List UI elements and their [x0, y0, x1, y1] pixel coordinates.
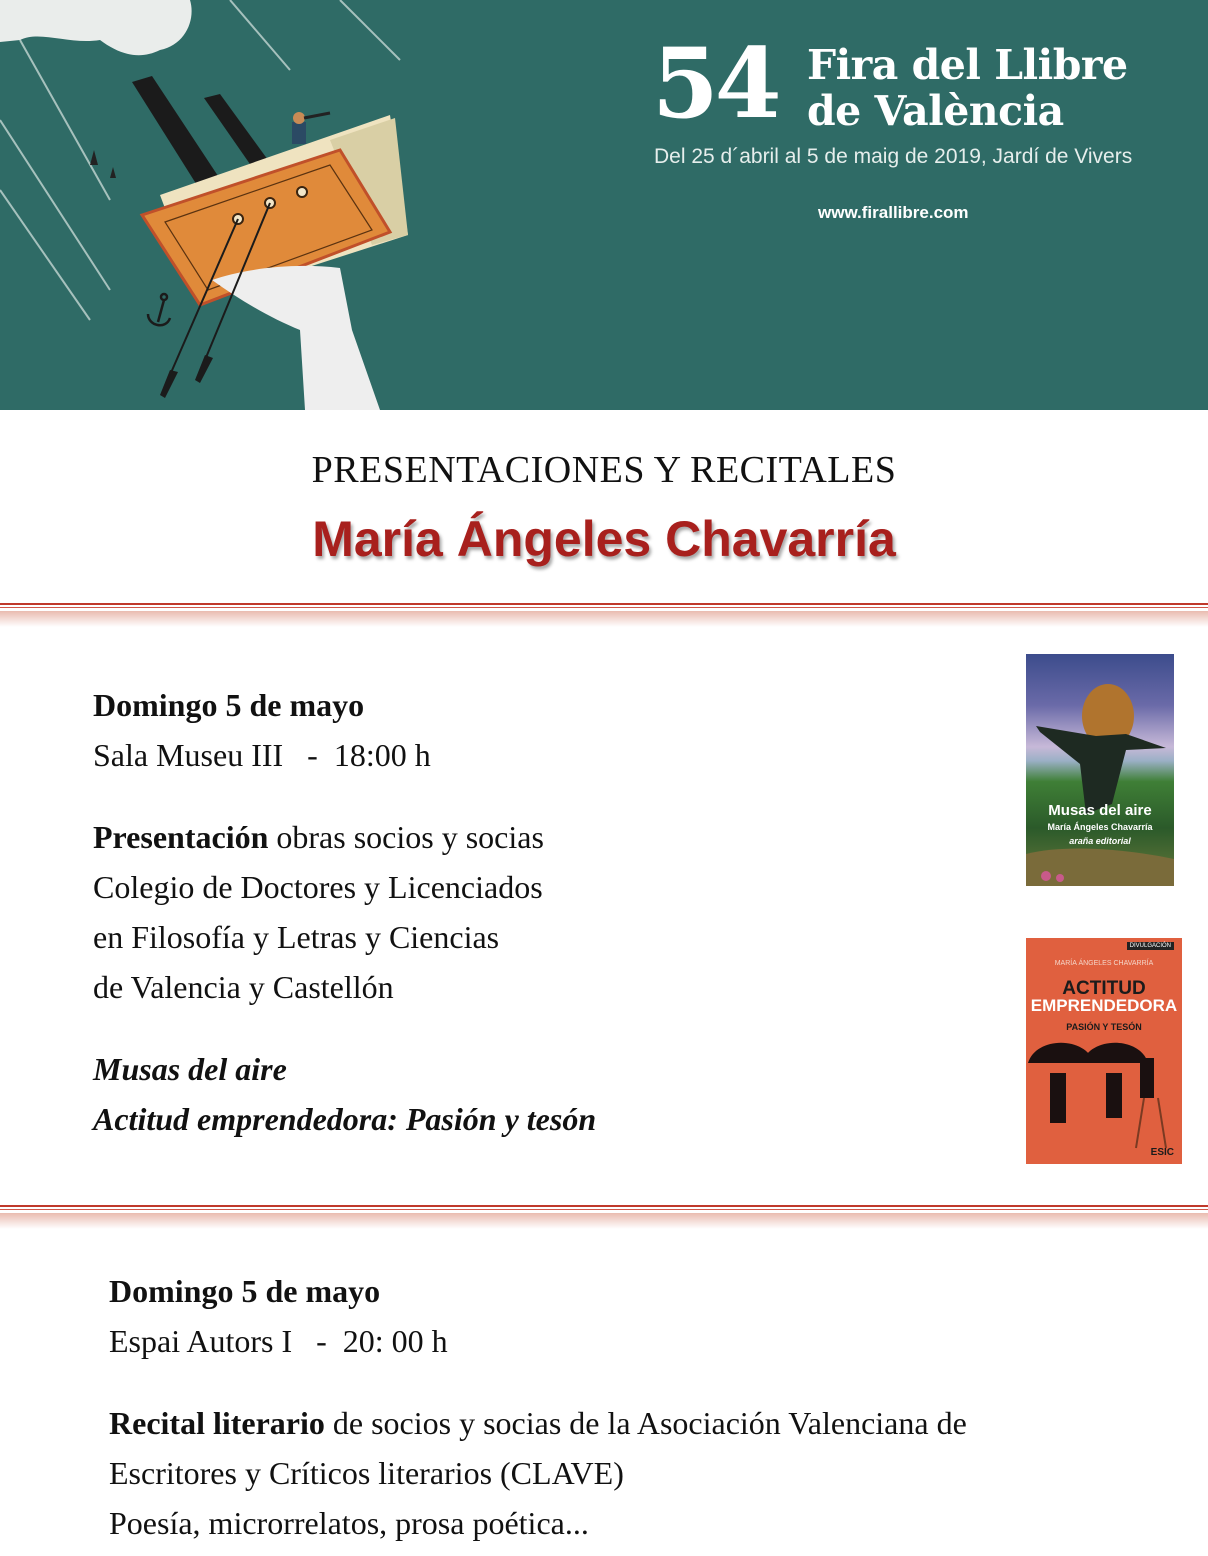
hand-holding-book-ship-illustration — [0, 0, 420, 410]
event-date: Domingo 5 de mayo — [93, 687, 365, 723]
anchor-icon — [148, 294, 170, 325]
event-recital — [109, 1266, 1199, 1548]
cover-publisher: araña editorial — [1069, 836, 1131, 846]
fair-title — [807, 42, 1128, 134]
cover-title-line1: ACTITUD — [1062, 978, 1146, 999]
fair-title-line2: de València — [807, 87, 1064, 135]
cover-series-badge: DIVULGACIÓN — [1127, 942, 1174, 950]
event-description-line: Colegio de Doctores y Licenciados — [93, 869, 543, 905]
event-type: Recital literario — [109, 1405, 325, 1441]
author-name: María Ángeles Chavarría — [312, 511, 896, 567]
event-description-line: de Valencia y Castellón — [93, 969, 394, 1005]
divider — [0, 1205, 1208, 1235]
cover-publisher-logo: ESIC — [1150, 1147, 1174, 1158]
event-type: Presentación — [93, 819, 269, 855]
event-description: Presentación obras socios y socias — [93, 819, 544, 855]
book-cover-actitud-emprendedora — [1026, 938, 1182, 1164]
book-cover-musas-del-aire — [1026, 654, 1174, 886]
cover-painting-illustration — [1026, 654, 1174, 886]
event-venue-time: Sala Museu III - 18:00 h — [93, 737, 431, 773]
book-title: Actitud emprendedora: Pasión y tesón — [93, 1101, 597, 1137]
fair-dates: Del 25 d´abril al 5 de maig de 2019, Jardí de Vivers — [654, 145, 1133, 168]
event-date: Domingo 5 de mayo — [109, 1273, 381, 1309]
event-description-line: en Filosofía y Letras y Ciencias — [93, 919, 500, 955]
cover-subtitle: PASIÓN Y TESÓN — [1066, 1022, 1142, 1032]
event-description-line: Escritores y Críticos literarios (CLAVE) — [109, 1455, 624, 1491]
event-venue-time: Espai Autors I - 20: 00 h — [109, 1323, 448, 1359]
divider — [0, 603, 1208, 633]
cover-author: María Ángeles Chavarría — [1047, 822, 1153, 832]
event-presentation — [93, 680, 973, 1144]
fair-website-link[interactable]: www.firallibre.com — [818, 203, 969, 222]
fair-banner — [0, 0, 1208, 410]
fair-edition-number: 54 — [652, 27, 778, 140]
umbrella-figures-illustration — [1026, 938, 1182, 1164]
cover-title-line2: EMPRENDEDORA — [1030, 996, 1178, 1015]
event-description-line: Poesía, microrrelatos, prosa poética... — [109, 1505, 589, 1541]
book-title: Musas del aire — [93, 1051, 287, 1087]
fair-title-line1: Fira del Llibre — [807, 41, 1128, 89]
event-description: Recital literario de socios y socias de la Asociación Valenciana de — [109, 1405, 967, 1441]
cover-title: Musas del aire — [1048, 802, 1152, 819]
section-kicker: PRESENTACIONES Y RECITALES — [311, 449, 897, 491]
cover-author: MARÍA ÁNGELES CHAVARRÍA — [1054, 960, 1154, 967]
